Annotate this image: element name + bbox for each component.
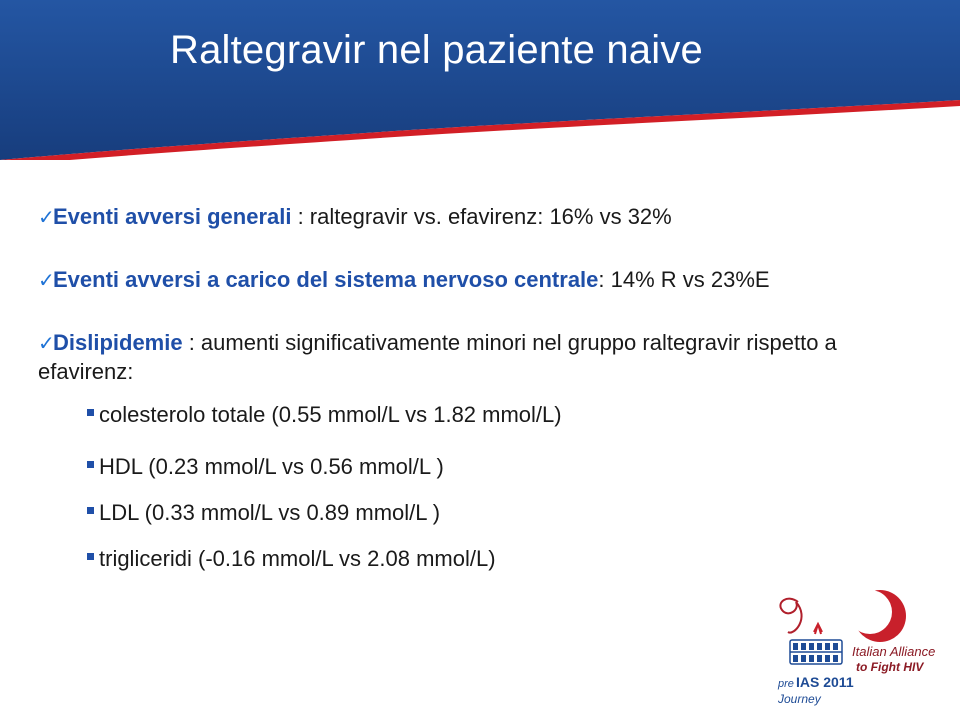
slide-title: Raltegravir nel paziente naive <box>170 28 703 72</box>
bullet-dyslipidemia <box>38 329 918 386</box>
logo-event-text: IAS 2011 <box>796 674 854 690</box>
header-wave-shape <box>0 0 960 160</box>
sub-item-ldl: LDL (0.33 mmol/L vs 0.89 mmol/L ) <box>87 499 440 527</box>
conference-logo <box>770 588 940 713</box>
bullet-cns-adverse-events <box>38 266 770 295</box>
logo-pre-text: pre <box>778 678 794 690</box>
bullet-key: Dislipidemie <box>53 330 183 355</box>
sub-item-hdl: HDL (0.23 mmol/L vs 0.56 mmol/L ) <box>87 453 444 481</box>
logo-journey-text: Journey <box>778 692 821 706</box>
logo-fight-text: to Fight HIV <box>856 660 924 674</box>
bullet-general-adverse-events <box>38 203 672 232</box>
square-bullet-icon <box>87 461 94 468</box>
header-band <box>0 0 960 160</box>
square-bullet-icon <box>87 553 94 560</box>
bullet-text: : raltegravir vs. efavirenz: 16% vs 32% <box>291 204 672 229</box>
logo-alliance-text: Italian Alliance <box>852 644 936 659</box>
sub-item-triglycerides: trigliceridi (-0.16 mmol/L vs 2.08 mmol/L) <box>87 545 496 573</box>
sub-item-cholesterol: colesterolo totale (0.55 mmol/L vs 1.82 mmol/L) <box>87 401 562 429</box>
checkmark-icon: ✓ <box>38 333 55 355</box>
square-bullet-icon <box>87 409 94 416</box>
checkmark-icon: ✓ <box>38 270 55 292</box>
checkmark-icon: ✓ <box>38 207 55 229</box>
bullet-text: : 14% R vs 23%E <box>598 267 770 292</box>
square-bullet-icon <box>87 507 94 514</box>
bullet-text: : aumenti significativamente minori nel gruppo raltegravir rispetto a efavirenz: <box>38 330 837 384</box>
bullet-key: Eventi avversi generali <box>53 204 292 229</box>
bullet-key: Eventi avversi a carico del sistema nervoso centrale <box>53 267 599 292</box>
